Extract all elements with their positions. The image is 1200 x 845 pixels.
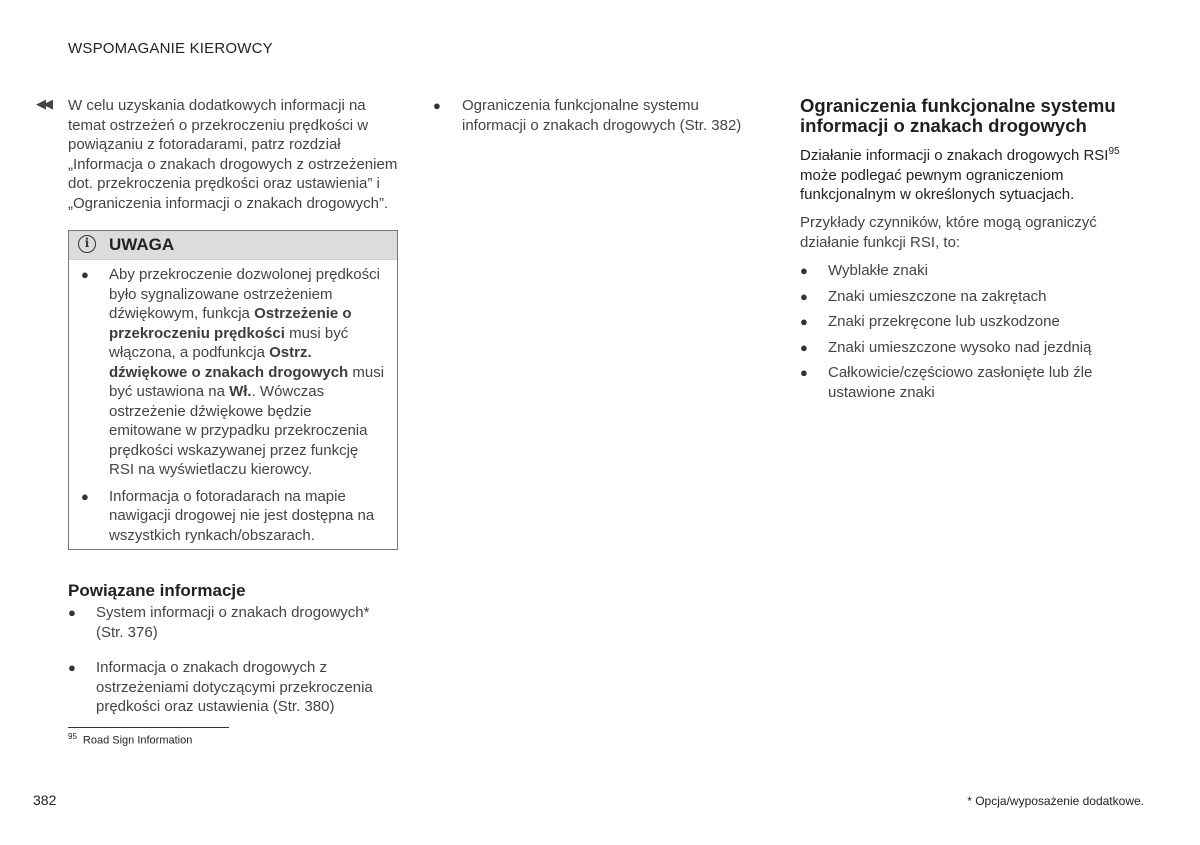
examples-intro: Przykłady czynników, które mogą ograniczyć działanie funkcji RSI, to: [800,214,1097,251]
bullet-dot: ● [800,365,808,380]
related-link[interactable] [68,603,398,642]
related-link[interactable] [68,658,398,717]
list-item [800,261,1135,281]
bullet-dot: ● [800,263,808,278]
note-box [68,230,398,550]
note-list [81,265,386,545]
note-text: musi być ustawiona na [109,363,385,400]
section-header: WSPOMAGANIE KIEROWCY [68,40,273,57]
footnote [68,732,192,747]
page-number: 382 [33,792,57,808]
bullet-dot: ● [800,288,808,304]
list-item [800,287,1135,307]
bullet-dot: ● [800,339,808,355]
rsi-intro-paragraph [800,142,1135,205]
related-link-text[interactable]: Ograniczenia funkcjonalne systemu informacji o znakach drogowych (Str. 382) [462,97,742,134]
bullet-dot: ● [433,98,441,113]
related-link-text[interactable]: System informacji o znakach drogowych* (Str. 376) [96,604,370,641]
double-left-arrow-icon: ◀◀ [36,96,50,111]
related-link[interactable] [433,96,763,135]
list-item [800,363,1135,402]
intro-text: może podlegać pewnym ograniczeniom funkcjonalnym w określonych sytuacjach. [800,166,1075,203]
middle-list [433,96,763,135]
note-title: UWAGA [109,235,175,254]
limitations-list [800,261,1135,402]
list-item-text: Wyblakłe znaki [828,262,928,279]
bullet-dot: ● [81,267,89,282]
option-note: * Opcja/wyposażenie dodatkowe. [967,794,1144,808]
list-item [800,312,1135,332]
bullet-dot: ● [81,488,89,504]
list-item-text: Całkowicie/częściowo zasłonięte lub źle ustawione znaki [828,364,1093,401]
list-item-text: Znaki umieszczone wysoko nad jezdnią [828,338,1092,356]
list-item-text: Znaki umieszczone na zakrętach [828,287,1047,305]
related-list [68,603,398,717]
section-heading: Ograniczenia funkcjonalne systemu informacji o znakach drogowych [800,95,1116,136]
setting-value: Wł. [229,383,252,400]
note-item [81,487,386,546]
list-item [800,338,1135,358]
footnote-text: Road Sign Information [82,734,193,747]
intro-paragraph: W celu uzyskania dodatkowych informacji na temat ostrzeżeń o przekroczeniu prędkości w powiązaniu z fotoradarami, patrz rozdział „Informacja o znakach drogowych z ostrzeżeniem dot. przekroczenia prędkości oraz ustawienia” i „Ograniczenia informacji o znakach drogowych”. [68,97,398,212]
note-text: . Wówczas ostrzeżenie dźwiękowe będzie emitowane w przypadku przekroczenia prędkości wskazywanej przez funkcję RSI na wyświetlaczu kierowcy. [109,383,368,478]
intro-text: Działanie informacji o znakach drogowych RSI [800,147,1109,164]
note-text: Aby przekroczenie dozwolonej prędkości było sygnalizowane ostrzeżeniem dźwiękowym, funkcja [109,266,380,322]
note-header [69,231,397,260]
related-heading: Powiązane informacje [68,581,246,600]
note-text: Informacja o fotoradarach na mapie nawigacji drogowej nie jest dostępna na wszystkich rynkach/obszarach. [109,487,375,544]
bullet-dot: ● [68,605,76,620]
info-circle-icon: i [78,235,96,253]
note-text: musi być włączona, a podfunkcja [109,324,349,361]
bullet-dot: ● [800,314,808,329]
note-item [81,265,386,480]
footnote-reference[interactable]: 95 [1108,146,1120,157]
setting-name: Ostrzeżenie o przekroczeniu prędkości [109,305,352,342]
bullet-dot: ● [68,660,76,675]
setting-name: Ostrz. dźwiękowe o znakach drogowych [109,344,349,381]
footnote-divider [68,727,229,728]
related-link-text[interactable]: Informacja o znakach drogowych z ostrzeżeniami dotyczącymi przekroczenia prędkości oraz ustawienia (Str. 380) [96,659,373,715]
footnote-number: 95 [68,732,77,741]
list-item-text: Znaki przekręcone lub uszkodzone [828,313,1060,330]
